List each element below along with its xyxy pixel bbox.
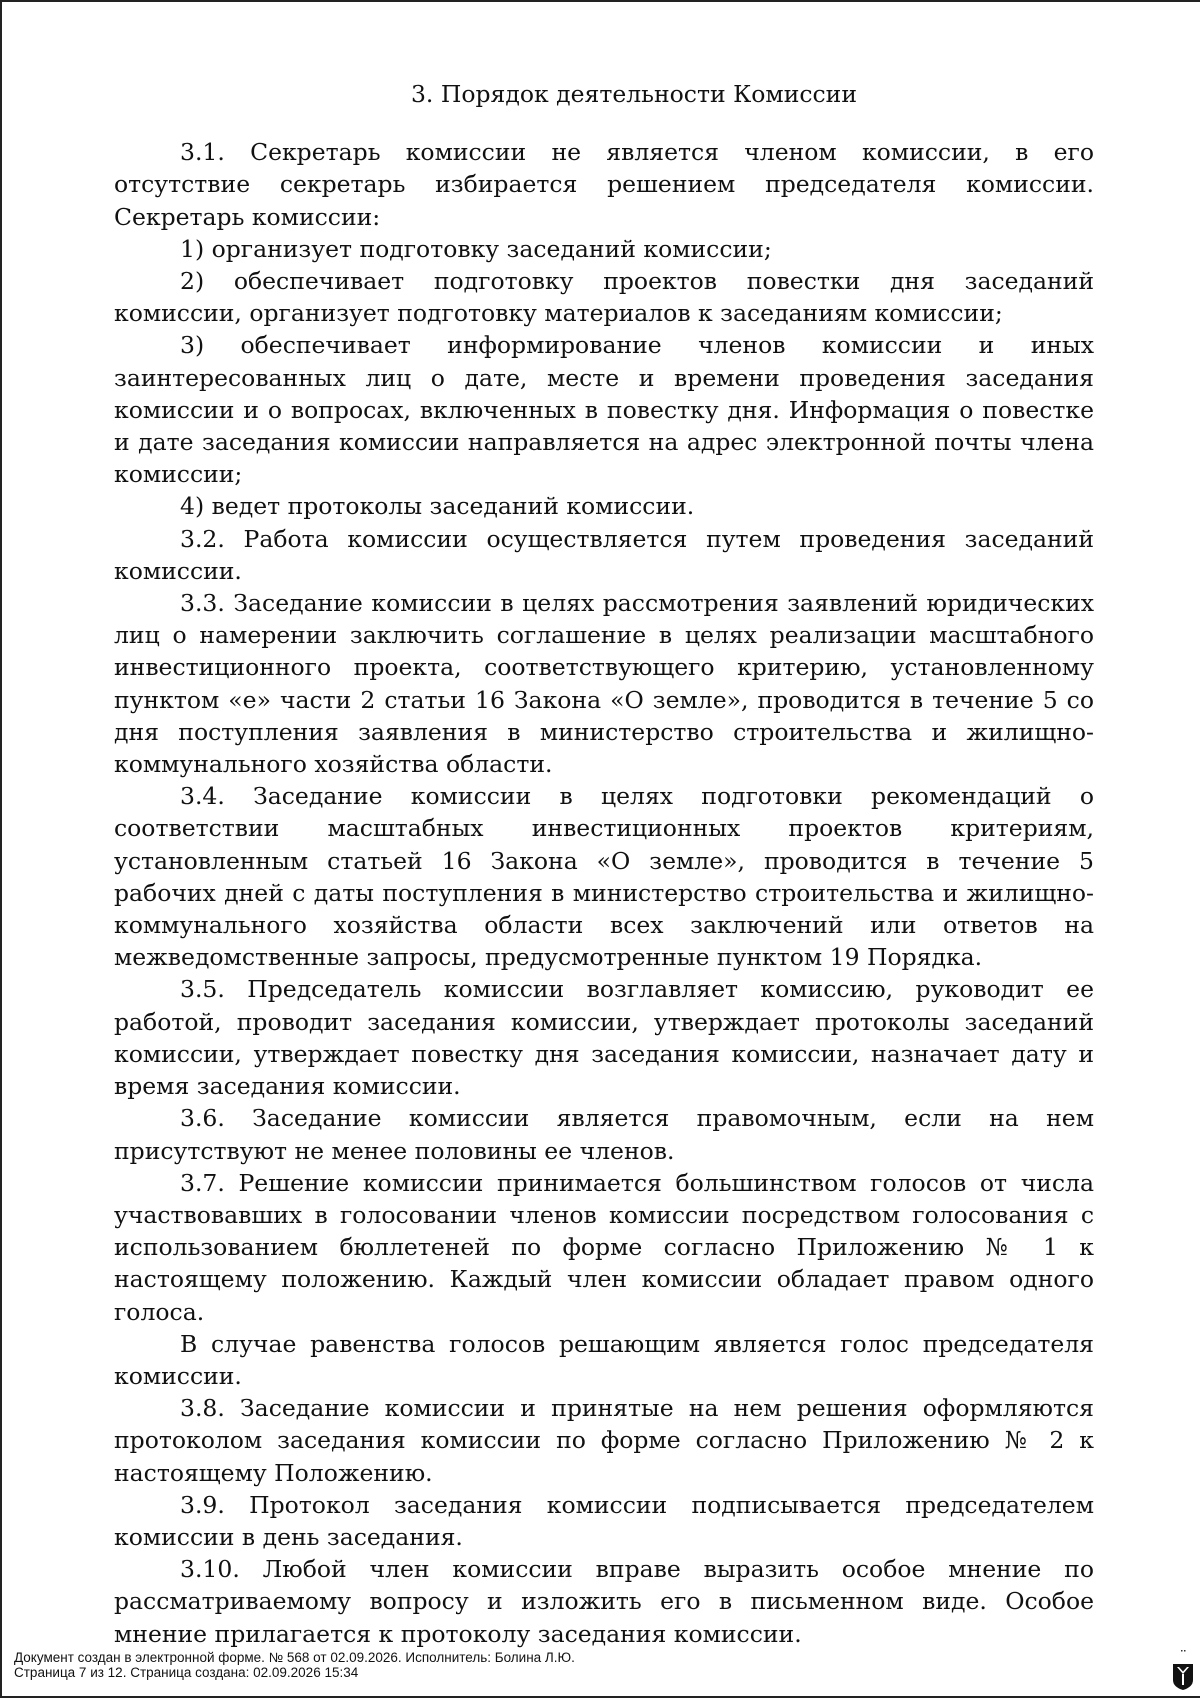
paragraph: 3.10. Любой член комиссии вправе выразить особое мнение по рассматриваемому вопросу и изложить его в письменном виде. Особое мнение прилагается к протоколу заседания комиссии. — [114, 1555, 1094, 1648]
paragraph: 3.7. Решение комиссии принимается большинством голосов от числа участвовавших в голосовании членов комиссии посредством голосования с использованием бюллетеней по форме согласно Приложению № 1 к настоящему положению. Каждый член комиссии обладает правом одного голоса. — [114, 1168, 1094, 1326]
footer-line-1: Документ создан в электронной форме. № 568 от 02.09.2026. Исполнитель: Болина Л.Ю. — [14, 1650, 575, 1665]
paragraph: 4) ведет протоколы заседаний комиссии. — [180, 492, 695, 521]
footer-line-2: Страница 7 из 12. Страница создана: 02.09.2026 15:34 — [14, 1665, 359, 1680]
paragraph: 3.6. Заседание комиссии является правомочным, если на нем присутствуют не менее половины ее членов. — [114, 1104, 1094, 1165]
paragraph: 3.4. Заседание комиссии в целях подготовки рекомендаций о соответствии масштабных инвестиционных проектов критериям, установленным статьей 16 Закона «О земле», проводится в течение 5 рабочих дней с даты поступления в министерство строительства и жилищно-коммунального хозяйства области всех заключений или ответов на межведомственные запросы, предусмотренные пунктом 19 Порядка. — [114, 782, 1094, 972]
paragraph: 3.5. Председатель комиссии возглавляет комиссию, руководит ее работой, проводит заседания комиссии, утверждает протоколы заседаний комиссии, утверждает повестку дня заседания комиссии, назначает дату и время заседания комиссии. — [114, 975, 1094, 1101]
section-title: 3. Порядок деятельности Комиссии — [410, 80, 858, 108]
paragraph: 3.3. Заседание комиссии в целях рассмотрения заявлений юридических лиц о намерении заключить соглашение в целях реализации масштабного инвестиционного проекта, соответствующего критерию, установленному пунктом «е» части 2 статьи 16 Закона «О земле», проводится в течение 5 со дня поступления заявления в министерство строительства и жилищно-коммунального хозяйства области. — [114, 589, 1094, 779]
coat-of-arms-icon — [1172, 1650, 1194, 1690]
paragraph: 3.1. Секретарь комиссии не является членом комиссии, в его отсутствие секретарь избирается решением председателя комиссии. Секретарь комиссии: — [114, 138, 1094, 231]
paragraph: 3.2. Работа комиссии осуществляется путем проведения заседаний комиссии. — [114, 524, 1094, 585]
paragraph: 2) обеспечивает подготовку проектов повестки дня заседаний комиссии, организует подготовку материалов к заседаниям комиссии; — [114, 267, 1094, 328]
paragraph: 1) организует подготовку заседаний комиссии; — [180, 234, 772, 263]
paragraph: 3) обеспечивает информирование членов комиссии и иных заинтересованных лиц о дате, месте и времени проведения заседания комиссии и о вопросах, включенных в повестку дня. Информация о повестке и дате заседания комиссии направляется на адрес электронной почты члена комиссии; — [114, 331, 1094, 489]
document-footer — [14, 1650, 575, 1680]
document-body — [114, 78, 1094, 1650]
paragraph: В случае равенства голосов решающим является голос председателя комиссии. — [114, 1329, 1094, 1390]
paragraph: 3.8. Заседание комиссии и принятые на нем решения оформляются протоколом заседания комиссии по форме согласно Приложению № 2 к настоящему Положению. — [114, 1394, 1094, 1487]
paragraph: 3.9. Протокол заседания комиссии подписывается председателем комиссии в день заседания. — [114, 1490, 1094, 1551]
